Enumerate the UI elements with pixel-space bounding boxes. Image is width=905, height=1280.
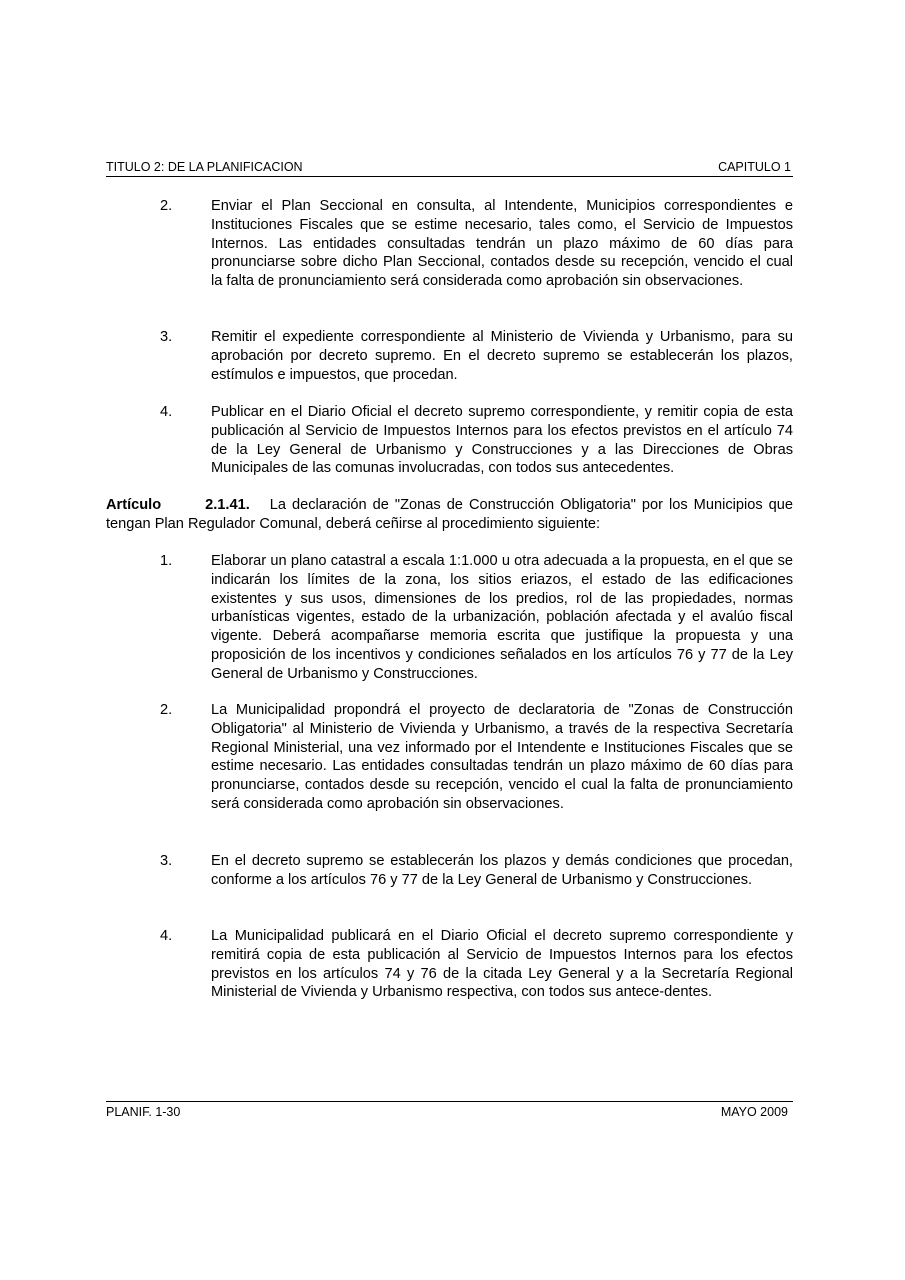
footer-date: MAYO 2009 [720,1105,788,1119]
item-text: Remitir el expediente correspondiente al Ministerio de Vivienda y Urbanismo, para su aprobación por decreto supremo. En el decreto supremo se establecerán los plazos, estímulos e impuestos, que procedan. [211,329,793,383]
item-number: 1. [160,553,173,569]
item-text: Publicar en el Diario Oficial el decreto supremo correspondiente, y remitir copia de esta publicación al Servicio de Impuestos Internos para los efectos previstos en el artículo 74 de la Ley General de Urbanismo y Construcciones y a las Direcciones de Obras Municipales de las comunas involucradas, con todos sus antecedentes. [211,404,793,477]
list-item [106,197,793,291]
item-number: 4. [160,404,173,420]
article-code: 2.1.41. [205,497,250,513]
item-number: 3. [160,329,173,345]
item-number: 3. [160,853,173,869]
list-item [106,552,793,684]
item-text: La Municipalidad publicará en el Diario Oficial el decreto supremo correspondiente y remitirá copia de esta publicación al Servicio de Impuestos Internos para los efectos previstos en los artículos 74 y 76 de la citada Ley General y a la Secretaría Regional Ministerial de Vivienda y Urbanismo respectiva, con todos sus antece-dentes. [211,928,793,1001]
article-text: La declaración de "Zonas de Construcción Obligatoria" por los Municipios que tengan Plan Regulador Comunal, deberá ceñirse al procedimiento siguiente: [106,497,793,532]
footer-page-number: PLANIF. 1-30 [106,1105,181,1119]
page-footer [106,1101,793,1119]
page-header [106,160,793,177]
list-item [106,852,793,890]
header-title: TITULO 2: DE LA PLANIFICACION [106,160,303,174]
list-item [106,403,793,478]
item-text: Enviar el Plan Seccional en consulta, al Intendente, Municipios correspondientes e Instituciones Fiscales que se estime necesario, tales como, el Servicio de Impuestos Internos. Las entidades consultadas tendrán un plazo máximo de 60 días para pronunciarse sobre dicho Plan Seccional, contados desde su recepción, vencido el cual la falta de pronunciamiento será considerada como aprobación sin observaciones. [211,198,793,290]
item-text: Elaborar un plano catastral a escala 1:1.000 u otra adecuada a la propuesta, en el que se indicarán los límites de la zona, los sitios eriazos, el estado de las edificaciones existentes y sus usos, dimensiones de los predios, rol de las propiedades, normas urbanísticas vigentes, estado de la urbanización, población afectada y el avalúo fiscal vigente. Deberá acompañarse memoria escrita que justifique la propuesta y una proposición de los incentivos y condiciones señalados en los artículos 76 y 77 de la Ley General de Urbanismo y Construcciones. [211,553,793,682]
list-item [106,328,793,384]
item-number: 2. [160,702,173,718]
article-paragraph [106,496,793,534]
list-item [106,927,793,1002]
item-number: 2. [160,198,173,214]
article-label: Artículo [106,497,162,513]
list-item [106,701,793,814]
header-chapter: CAPITULO 1 [718,160,791,174]
item-text: En el decreto supremo se establecerán los plazos y demás condiciones que procedan, conforme a los artículos 76 y 77 de la Ley General de Urbanismo y Construcciones. [211,853,793,888]
item-text: La Municipalidad propondrá el proyecto de declaratoria de "Zonas de Construcción Obligatoria" al Ministerio de Vivienda y Urbanismo, a través de la respectiva Secretaría Regional Ministerial, una vez informado por el Intendente e Instituciones Fiscales que se estime necesario. Las entidades consultadas tendrán un plazo máximo de 60 días para pronunciarse, contados desde su recepción, vencido el cual la falta de pronunciamiento será considerada como aprobación sin observaciones. [211,702,793,812]
item-number: 4. [160,928,173,944]
